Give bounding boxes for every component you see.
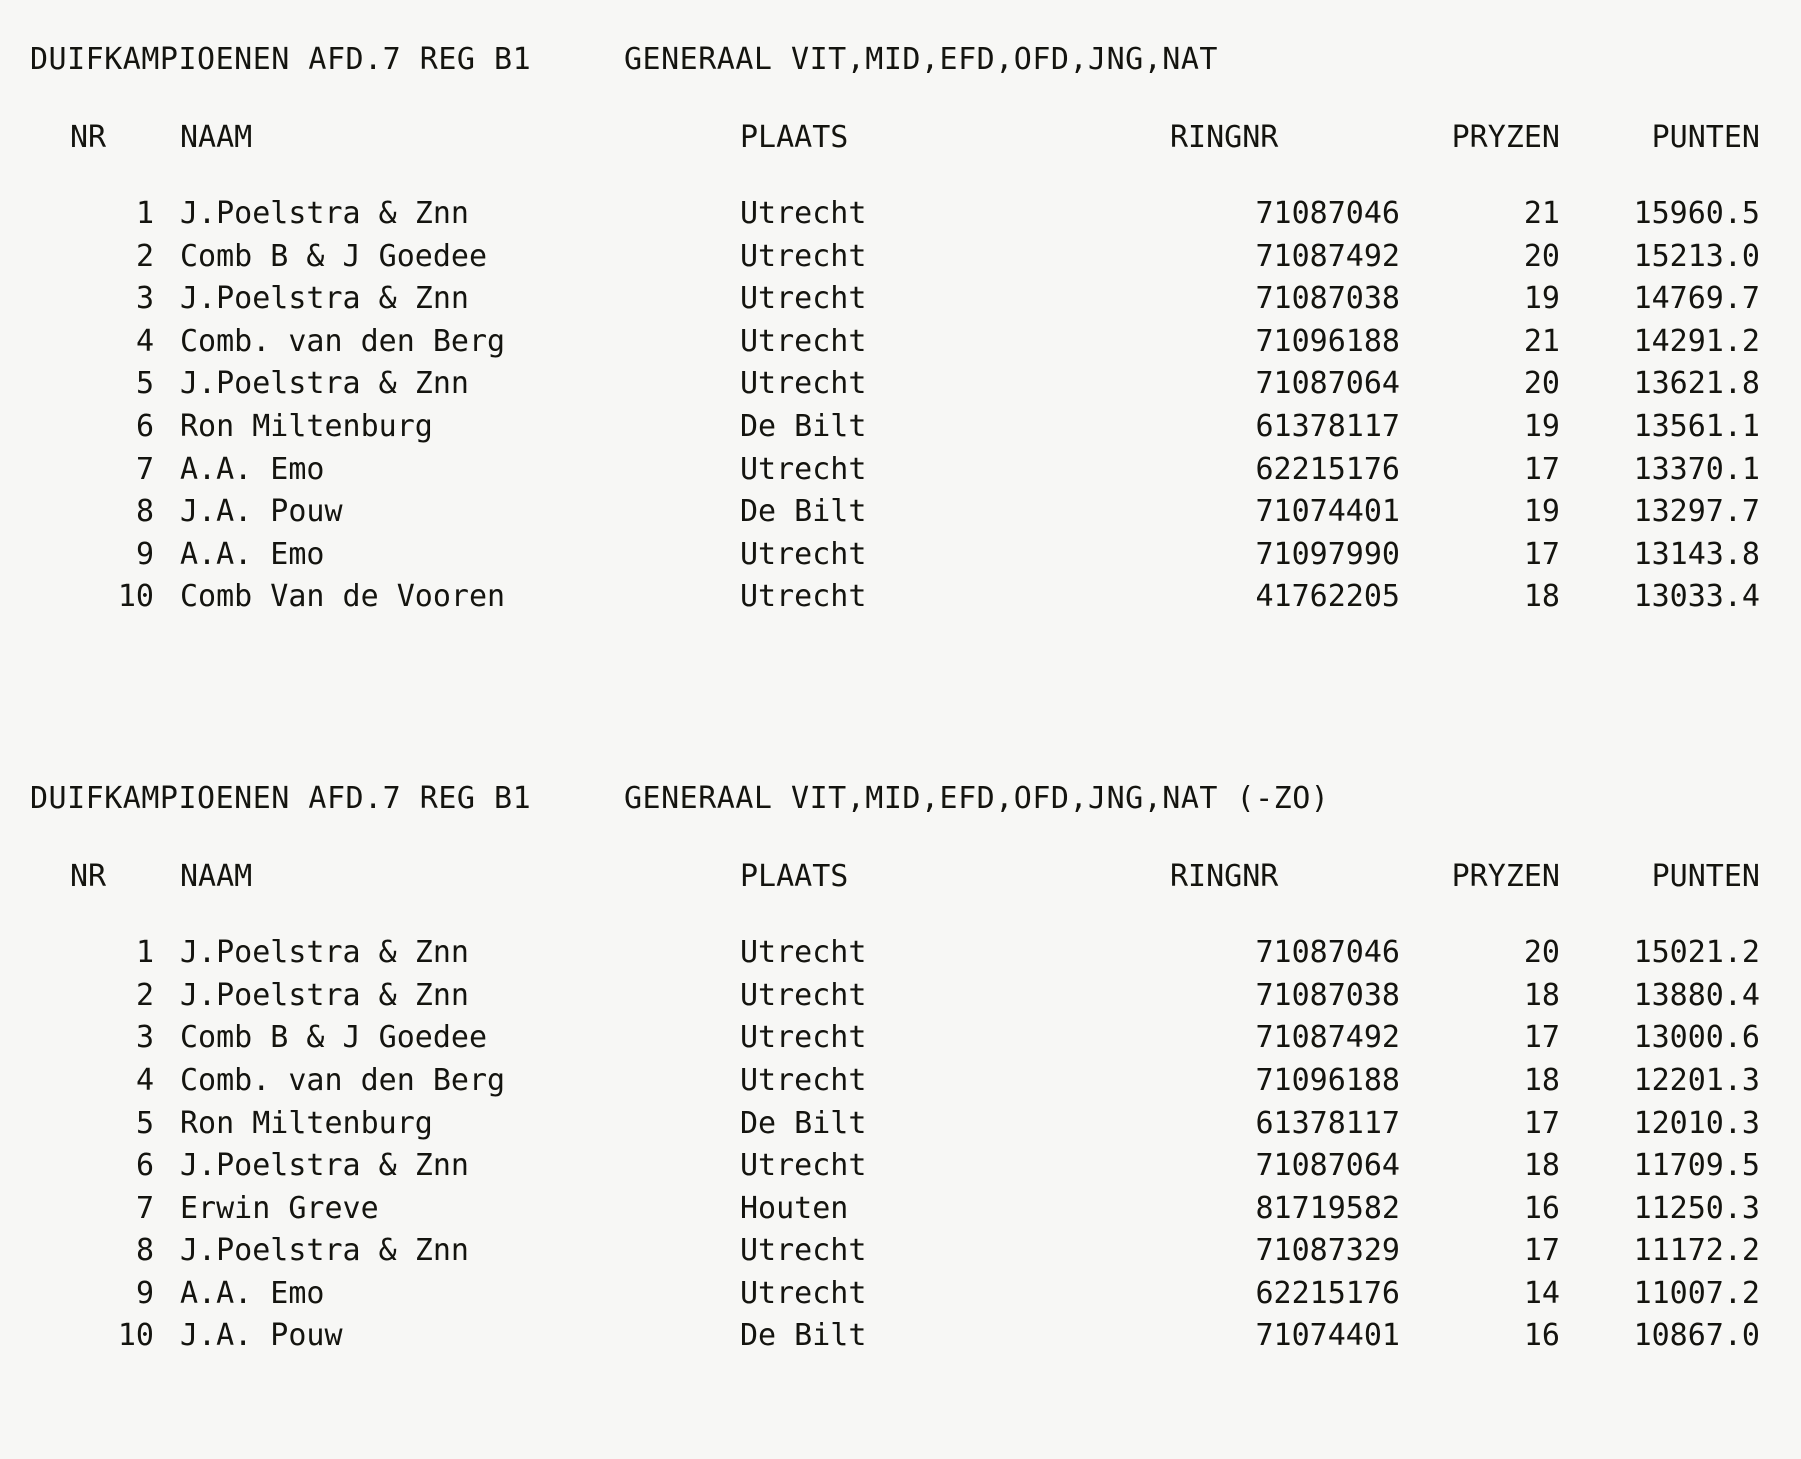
column-header-pryzen: PRYZEN (1451, 858, 1560, 894)
cell-ringnr: 71087046 (1255, 935, 1400, 971)
spacer-cell (30, 159, 1760, 193)
standings-table (30, 856, 1760, 1359)
cell-nr: 9 (135, 536, 154, 572)
column-header-naam: NAAM (180, 119, 253, 155)
table-body-report-2 (30, 898, 1760, 1358)
cell-plaats: Utrecht (740, 196, 867, 232)
cell-naam: Comb. van den Berg (180, 323, 506, 359)
cell-pryzen: 20 (1523, 935, 1560, 971)
column-header-naam: NAAM (180, 858, 253, 894)
table-row (30, 363, 1760, 406)
cell-nr: 10 (117, 1318, 154, 1354)
cell-ringnr: 71097990 (1255, 536, 1400, 572)
report-section (0, 779, 1801, 1358)
cell-punten: 15213.0 (1633, 238, 1760, 274)
cell-pryzen: 19 (1523, 409, 1560, 445)
cell-nr: 3 (135, 1020, 154, 1056)
cell-pryzen: 17 (1523, 451, 1560, 487)
cell-pryzen: 20 (1523, 366, 1560, 402)
report-title-left: DUIFKAMPIOENEN AFD.7 REG B1 (30, 781, 532, 817)
cell-plaats: Utrecht (740, 1020, 867, 1056)
cell-pryzen: 14 (1523, 1275, 1560, 1311)
cell-plaats: Utrecht (740, 1148, 867, 1184)
cell-naam: J.Poelstra & Znn (180, 196, 469, 232)
cell-nr: 1 (135, 935, 154, 971)
cell-ringnr: 71096188 (1255, 323, 1400, 359)
cell-punten: 15021.2 (1633, 935, 1760, 971)
cell-ringnr: 71074401 (1255, 494, 1400, 530)
cell-naam: Comb B & J Goedee (180, 238, 488, 274)
cell-punten: 13621.8 (1633, 366, 1760, 402)
cell-nr: 8 (135, 494, 154, 530)
cell-ringnr: 71087038 (1255, 977, 1400, 1013)
cell-nr: 9 (135, 1275, 154, 1311)
cell-plaats: Utrecht (740, 1062, 867, 1098)
table-row (30, 193, 1760, 236)
cell-punten: 13143.8 (1633, 536, 1760, 572)
cell-ringnr: 71074401 (1255, 1318, 1400, 1354)
cell-pryzen: 18 (1523, 1148, 1560, 1184)
header-row (30, 856, 1760, 899)
table-row (30, 449, 1760, 492)
cell-nr: 5 (135, 1105, 154, 1141)
cell-plaats: Utrecht (740, 579, 867, 615)
cell-punten: 13033.4 (1633, 579, 1760, 615)
cell-plaats: De Bilt (740, 1105, 867, 1141)
report-title-right: GENERAAL VIT,MID,EFD,OFD,JNG,NAT (623, 42, 1218, 77)
cell-pryzen: 17 (1523, 1020, 1560, 1056)
table-row (30, 932, 1760, 975)
cell-punten: 11709.5 (1633, 1148, 1760, 1184)
column-header-plaats: PLAATS (740, 119, 849, 155)
cell-nr: 1 (135, 196, 154, 232)
cell-punten: 13000.6 (1633, 1020, 1760, 1056)
cell-naam: J.Poelstra & Znn (180, 1148, 469, 1184)
cell-ringnr: 62215176 (1255, 1275, 1400, 1311)
table-header (30, 856, 1760, 899)
cell-punten: 15960.5 (1633, 196, 1760, 232)
cell-ringnr: 61378117 (1255, 1105, 1400, 1141)
cell-naam: J.Poelstra & Znn (180, 1233, 469, 1269)
cell-pryzen: 19 (1523, 494, 1560, 530)
standings-table (30, 117, 1760, 620)
cell-ringnr: 71087064 (1255, 1148, 1400, 1184)
column-header-punten: PUNTEN (1651, 119, 1760, 155)
cell-plaats: Utrecht (740, 935, 867, 971)
report-title-left: DUIFKAMPIOENEN AFD.7 REG B1 (30, 42, 532, 77)
column-header-ringnr: RINGNR (1170, 119, 1279, 155)
column-header-pryzen: PRYZEN (1451, 119, 1560, 155)
report-title (0, 779, 1801, 820)
cell-nr: 8 (135, 1233, 154, 1269)
cell-naam: Ron Miltenburg (180, 409, 433, 445)
cell-plaats: Utrecht (740, 977, 867, 1013)
table-row (30, 1188, 1760, 1231)
cell-nr: 6 (135, 1148, 154, 1184)
column-header-plaats: PLAATS (740, 858, 849, 894)
cell-pryzen: 18 (1523, 1062, 1560, 1098)
column-header-nr: NR (70, 858, 107, 894)
cell-ringnr: 71087492 (1255, 238, 1400, 274)
table-row (30, 1017, 1760, 1060)
cell-naam: J.Poelstra & Znn (180, 366, 469, 402)
report-section (0, 40, 1801, 619)
column-header-nr: NR (70, 119, 107, 155)
cell-punten: 11250.3 (1633, 1190, 1760, 1226)
cell-ringnr: 62215176 (1255, 451, 1400, 487)
cell-punten: 10867.0 (1633, 1318, 1760, 1354)
cell-nr: 7 (135, 451, 154, 487)
cell-plaats: Utrecht (740, 536, 867, 572)
cell-nr: 2 (135, 238, 154, 274)
cell-naam: A.A. Emo (180, 1275, 325, 1311)
cell-naam: Comb Van de Vooren (180, 579, 506, 615)
cell-ringnr: 41762205 (1255, 579, 1400, 615)
cell-naam: J.A. Pouw (180, 494, 343, 530)
table-row (30, 1230, 1760, 1273)
cell-plaats: Utrecht (740, 451, 867, 487)
table-row (30, 975, 1760, 1018)
cell-pryzen: 17 (1523, 536, 1560, 572)
table-row (30, 1315, 1760, 1358)
row-spacer (30, 898, 1760, 932)
cell-pryzen: 21 (1523, 196, 1560, 232)
cell-ringnr: 71087492 (1255, 1020, 1400, 1056)
cell-naam: J.Poelstra & Znn (180, 281, 469, 317)
cell-punten: 11172.2 (1633, 1233, 1760, 1269)
table-row (30, 1103, 1760, 1146)
cell-pryzen: 17 (1523, 1233, 1560, 1269)
row-spacer (30, 159, 1760, 193)
cell-pryzen: 19 (1523, 281, 1560, 317)
cell-punten: 12201.3 (1633, 1062, 1760, 1098)
spacer-cell (30, 898, 1760, 932)
cell-ringnr: 71087329 (1255, 1233, 1400, 1269)
table-row (30, 491, 1760, 534)
table-row (30, 236, 1760, 279)
cell-nr: 5 (135, 366, 154, 402)
cell-pryzen: 18 (1523, 579, 1560, 615)
cell-plaats: De Bilt (740, 494, 867, 530)
cell-punten: 14291.2 (1633, 323, 1760, 359)
cell-ringnr: 71087046 (1255, 196, 1400, 232)
cell-nr: 3 (135, 281, 154, 317)
cell-plaats: Utrecht (740, 1275, 867, 1311)
cell-pryzen: 20 (1523, 238, 1560, 274)
table-row (30, 321, 1760, 364)
cell-naam: Ron Miltenburg (180, 1105, 433, 1141)
cell-nr: 4 (135, 1062, 154, 1098)
cell-punten: 11007.2 (1633, 1275, 1760, 1311)
cell-naam: Erwin Greve (180, 1190, 379, 1226)
cell-ringnr: 71087038 (1255, 281, 1400, 317)
cell-ringnr: 71096188 (1255, 1062, 1400, 1098)
cell-ringnr: 71087064 (1255, 366, 1400, 402)
header-row (30, 117, 1760, 160)
cell-ringnr: 81719582 (1255, 1190, 1400, 1226)
cell-pryzen: 16 (1523, 1190, 1560, 1226)
cell-plaats: Utrecht (740, 366, 867, 402)
cell-naam: Comb B & J Goedee (180, 1020, 488, 1056)
cell-pryzen: 17 (1523, 1105, 1560, 1141)
cell-punten: 13297.7 (1633, 494, 1760, 530)
cell-pryzen: 21 (1523, 323, 1560, 359)
table-row (30, 278, 1760, 321)
table-row (30, 1145, 1760, 1188)
cell-punten: 12010.3 (1633, 1105, 1760, 1141)
cell-punten: 14769.7 (1633, 281, 1760, 317)
cell-plaats: Houten (740, 1190, 849, 1226)
table-row (30, 1060, 1760, 1103)
cell-nr: 4 (135, 323, 154, 359)
cell-naam: Comb. van den Berg (180, 1062, 506, 1098)
cell-pryzen: 16 (1523, 1318, 1560, 1354)
table-row (30, 576, 1760, 619)
table-row (30, 406, 1760, 449)
cell-plaats: De Bilt (740, 1318, 867, 1354)
cell-punten: 13561.1 (1633, 409, 1760, 445)
cell-nr: 7 (135, 1190, 154, 1226)
cell-naam: J.Poelstra & Znn (180, 935, 469, 971)
cell-nr: 2 (135, 977, 154, 1013)
cell-punten: 13880.4 (1633, 977, 1760, 1013)
table-row (30, 534, 1760, 577)
cell-nr: 6 (135, 409, 154, 445)
cell-ringnr: 61378117 (1255, 409, 1400, 445)
cell-pryzen: 18 (1523, 977, 1560, 1013)
cell-plaats: Utrecht (740, 323, 867, 359)
cell-naam: A.A. Emo (180, 451, 325, 487)
cell-punten: 13370.1 (1633, 451, 1760, 487)
cell-plaats: Utrecht (740, 238, 867, 274)
cell-naam: A.A. Emo (180, 536, 325, 572)
cell-naam: J.Poelstra & Znn (180, 977, 469, 1013)
table-header (30, 117, 1760, 160)
table-body-report-1 (30, 159, 1760, 619)
table-row (30, 1273, 1760, 1316)
column-header-ringnr: RINGNR (1170, 858, 1279, 894)
cell-plaats: De Bilt (740, 409, 867, 445)
cell-nr: 10 (117, 579, 154, 615)
report-title-right: GENERAAL VIT,MID,EFD,OFD,JNG,NAT (-ZO) (623, 781, 1330, 817)
column-header-punten: PUNTEN (1651, 858, 1760, 894)
report-title (0, 40, 1801, 81)
cell-plaats: Utrecht (740, 281, 867, 317)
cell-plaats: Utrecht (740, 1233, 867, 1269)
cell-naam: J.A. Pouw (180, 1318, 343, 1354)
